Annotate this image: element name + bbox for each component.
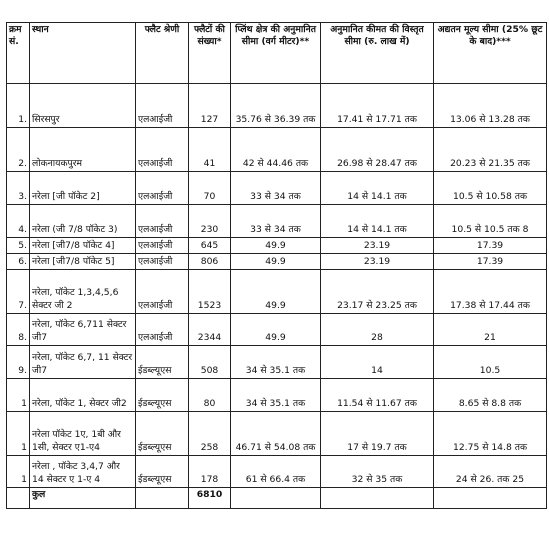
row-discounted-price: 10.5 से 10.5 तक 8 xyxy=(434,205,547,238)
row-location: लोकनायकपुरम xyxy=(30,128,136,172)
row-location: नरेला [जी पॉकेट 2] xyxy=(30,172,136,205)
row-serial-number: 8. xyxy=(7,314,30,346)
table-row xyxy=(7,412,547,456)
row-plinth-area: 49.9 xyxy=(231,254,321,270)
table-row xyxy=(7,172,547,205)
row-serial-number: 9. xyxy=(7,346,30,379)
header-flat-category: फ्लैट श्रेणी xyxy=(136,23,189,84)
row-plinth-area: 61 से 66.4 तक xyxy=(231,456,321,488)
row-flat-count: 258 xyxy=(189,412,231,456)
row-discounted-price: 20.23 से 21.35 तक xyxy=(434,128,547,172)
row-flat-count: 178 xyxy=(189,456,231,488)
row-discounted-price: 17.39 xyxy=(434,238,547,254)
row-flat-category: एलआईजी xyxy=(136,84,189,128)
row-location: नरेला, पॉकेट 1, सेक्टर जी2 xyxy=(30,379,136,412)
table-row xyxy=(7,84,547,128)
header-serial-number: क्रम सं. xyxy=(7,23,30,84)
row-location: नरेला [जी7/8 पॉकेट 5] xyxy=(30,254,136,270)
row-estimated-price: 26.98 से 28.47 तक xyxy=(321,128,434,172)
row-flat-category: एलआईजी xyxy=(136,238,189,254)
row-plinth-area: 35.76 से 36.39 तक xyxy=(231,84,321,128)
row-estimated-price: 17 से 19.7 तक xyxy=(321,412,434,456)
row-flat-count: 80 xyxy=(189,379,231,412)
row-plinth-area: 33 से 34 तक xyxy=(231,172,321,205)
row-discounted-price: 8.65 से 8.8 तक xyxy=(434,379,547,412)
row-serial-number: 1. xyxy=(7,84,30,128)
table-row xyxy=(7,456,547,488)
row-estimated-price: 23.19 xyxy=(321,254,434,270)
row-plinth-area: 46.71 से 54.08 तक xyxy=(231,412,321,456)
total-flat-count: 6810 xyxy=(189,488,231,509)
total-empty-cell xyxy=(434,488,547,509)
row-flat-count: 230 xyxy=(189,205,231,238)
row-flat-category: एलआईजी xyxy=(136,314,189,346)
row-discounted-price: 10.5 xyxy=(434,346,547,379)
row-flat-category: ईडब्ल्यूएस xyxy=(136,379,189,412)
total-empty-cell xyxy=(321,488,434,509)
row-flat-count: 70 xyxy=(189,172,231,205)
row-flat-category: एलआईजी xyxy=(136,254,189,270)
row-serial-number: 4. xyxy=(7,205,30,238)
row-flat-count: 645 xyxy=(189,238,231,254)
row-location: नरेला, पॉकेट 6,7, 11 सेक्टर जी7 xyxy=(30,346,136,379)
row-flat-count: 2344 xyxy=(189,314,231,346)
table-row xyxy=(7,314,547,346)
row-location: नरेला , पॉकेट 3,4,7 और 14 सेक्टर ए 1-ए 4 xyxy=(30,456,136,488)
table-row xyxy=(7,128,547,172)
row-estimated-price: 17.41 से 17.71 तक xyxy=(321,84,434,128)
row-discounted-price: 21 xyxy=(434,314,547,346)
row-estimated-price: 32 से 35 तक xyxy=(321,456,434,488)
row-serial-number: 6. xyxy=(7,254,30,270)
row-discounted-price: 17.38 से 17.44 तक xyxy=(434,270,547,314)
row-flat-category: ईडब्ल्यूएस xyxy=(136,412,189,456)
table-row xyxy=(7,238,547,254)
row-discounted-price: 17.39 xyxy=(434,254,547,270)
total-empty-cell xyxy=(136,488,189,509)
row-estimated-price: 28 xyxy=(321,314,434,346)
row-discounted-price: 12.75 से 14.8 तक xyxy=(434,412,547,456)
row-flat-category: ईडब्ल्यूएस xyxy=(136,346,189,379)
row-serial-number: 7. xyxy=(7,270,30,314)
table-row xyxy=(7,270,547,314)
row-plinth-area: 34 से 35.1 तक xyxy=(231,379,321,412)
row-location: नरेला (जी 7/8 पॉकेट 3) xyxy=(30,205,136,238)
row-serial-number: 3. xyxy=(7,172,30,205)
row-serial-number: 5. xyxy=(7,238,30,254)
header-flat-count: फ्लैटों की संख्या* xyxy=(189,23,231,84)
row-estimated-price: 11.54 से 11.67 तक xyxy=(321,379,434,412)
row-flat-count: 41 xyxy=(189,128,231,172)
row-estimated-price: 14 से 14.1 तक xyxy=(321,172,434,205)
row-flat-category: एलआईजी xyxy=(136,128,189,172)
row-discounted-price: 24 से 26. तक 25 xyxy=(434,456,547,488)
row-flat-category: एलआईजी xyxy=(136,270,189,314)
row-serial-number: 1 xyxy=(7,412,30,456)
row-flat-count: 806 xyxy=(189,254,231,270)
row-plinth-area: 49.9 xyxy=(231,238,321,254)
table-row xyxy=(7,205,547,238)
row-location: नरेला, पॉकेट 1,3,4,5,6 सेक्टर जी 2 xyxy=(30,270,136,314)
row-plinth-area: 34 से 35.1 तक xyxy=(231,346,321,379)
table-row xyxy=(7,346,547,379)
table-header-row xyxy=(7,23,547,84)
table-row xyxy=(7,254,547,270)
row-flat-count: 1523 xyxy=(189,270,231,314)
row-plinth-area: 33 से 34 तक xyxy=(231,205,321,238)
total-empty-cell xyxy=(7,488,30,509)
total-empty-cell xyxy=(231,488,321,509)
row-location: नरेला, पॉकेट 6,711 सेक्टर जी7 xyxy=(30,314,136,346)
table-row xyxy=(7,379,547,412)
row-flat-category: एलआईजी xyxy=(136,205,189,238)
row-serial-number: 1 xyxy=(7,379,30,412)
row-plinth-area: 49.9 xyxy=(231,270,321,314)
row-serial-number: 1 xyxy=(7,456,30,488)
table-total-row xyxy=(7,488,547,509)
header-location: स्थान xyxy=(30,23,136,84)
row-plinth-area: 49.9 xyxy=(231,314,321,346)
row-estimated-price: 14 से 14.1 तक xyxy=(321,205,434,238)
header-discounted-price: अद्यतन मूल्य सीमा (25% छूट के बाद)*** xyxy=(434,23,547,84)
row-estimated-price: 23.17 से 23.25 तक xyxy=(321,270,434,314)
row-location: नरेला [जी7/8 पॉकेट 4] xyxy=(30,238,136,254)
row-flat-category: एलआईजी xyxy=(136,172,189,205)
row-plinth-area: 42 से 44.46 तक xyxy=(231,128,321,172)
row-serial-number: 2. xyxy=(7,128,30,172)
row-discounted-price: 13.06 से 13.28 तक xyxy=(434,84,547,128)
row-estimated-price: 14 xyxy=(321,346,434,379)
row-discounted-price: 10.5 से 10.58 तक xyxy=(434,172,547,205)
row-location: नरेला पॉकेट 1ए, 1बी और 1सी, सेक्टर ए1-ए4 xyxy=(30,412,136,456)
flat-price-table xyxy=(6,22,547,509)
header-estimated-price: अनुमानित कीमत की विस्तृत सीमा (रु. लाख में) xyxy=(321,23,434,84)
total-label: कुल xyxy=(30,488,136,509)
row-estimated-price: 23.19 xyxy=(321,238,434,254)
row-flat-count: 508 xyxy=(189,346,231,379)
row-flat-count: 127 xyxy=(189,84,231,128)
row-flat-category: ईडब्ल्यूएस xyxy=(136,456,189,488)
row-location: सिरसपुर xyxy=(30,84,136,128)
header-plinth-area: प्लिंथ क्षेत्र की अनुमानित सीमा (वर्ग मीटर)** xyxy=(231,23,321,84)
